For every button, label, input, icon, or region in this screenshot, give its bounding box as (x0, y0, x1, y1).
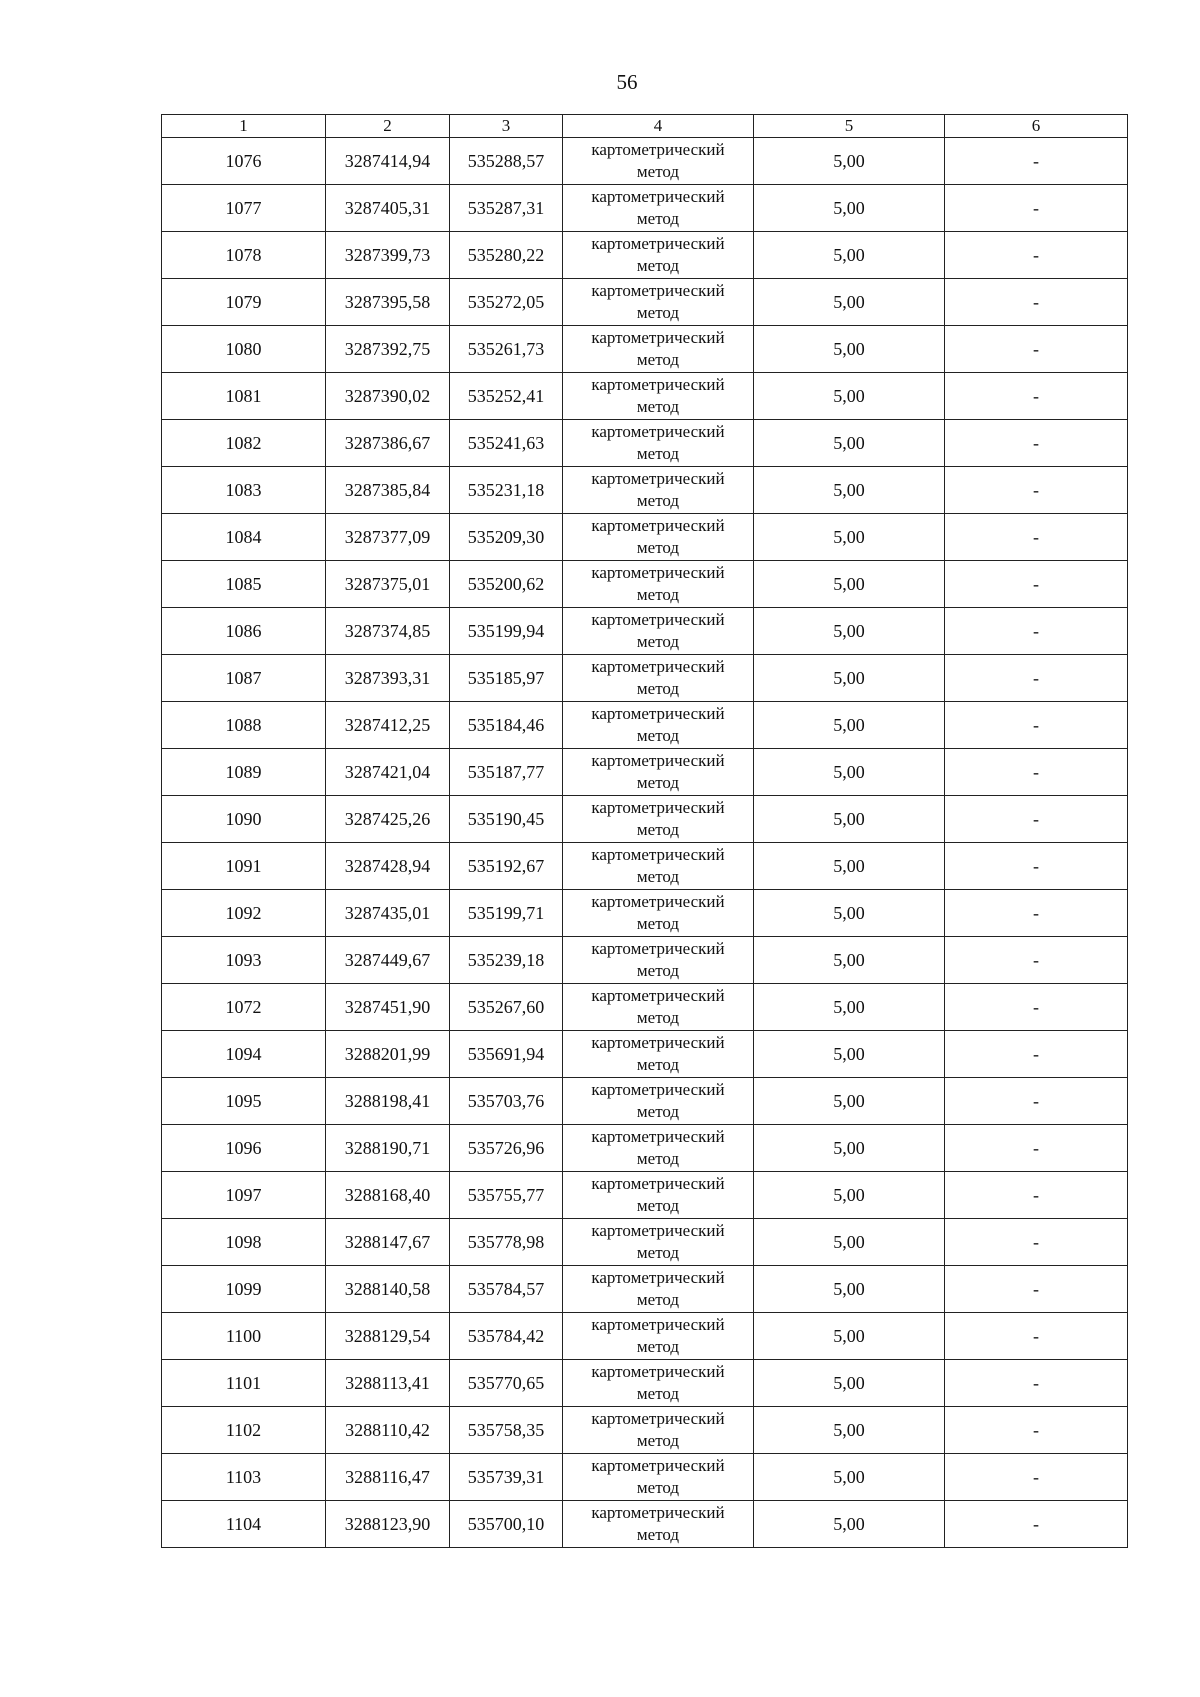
note-cell: - (945, 1219, 1128, 1266)
method-line-1: картометрический (591, 1268, 725, 1287)
method-cell (563, 514, 754, 561)
x-coordinate-cell: 3287412,25 (326, 702, 450, 749)
x-coordinate-cell: 3288123,90 (326, 1501, 450, 1548)
accuracy-cell: 5,00 (754, 1031, 945, 1078)
note-cell: - (945, 1125, 1128, 1172)
x-coordinate-cell: 3287395,58 (326, 279, 450, 326)
note-cell: - (945, 1313, 1128, 1360)
y-coordinate-cell: 535185,97 (450, 655, 563, 702)
table-row (162, 1125, 1128, 1172)
method-line-1: картометрический (591, 939, 725, 958)
table-row (162, 1360, 1128, 1407)
note-cell: - (945, 1407, 1128, 1454)
accuracy-cell: 5,00 (754, 843, 945, 890)
y-coordinate-cell: 535209,30 (450, 514, 563, 561)
accuracy-cell: 5,00 (754, 1172, 945, 1219)
x-coordinate-cell: 3288198,41 (326, 1078, 450, 1125)
note-cell: - (945, 749, 1128, 796)
method-line-1: картометрический (591, 892, 725, 911)
table-row (162, 1266, 1128, 1313)
method-cell (563, 1313, 754, 1360)
point-number-cell: 1078 (162, 232, 326, 279)
point-number-cell: 1082 (162, 420, 326, 467)
method-cell (563, 702, 754, 749)
table-row (162, 796, 1128, 843)
point-number-cell: 1079 (162, 279, 326, 326)
method-line-1: картометрический (591, 1362, 725, 1381)
method-cell (563, 1407, 754, 1454)
accuracy-cell: 5,00 (754, 749, 945, 796)
method-cell (563, 373, 754, 420)
y-coordinate-cell: 535739,31 (450, 1454, 563, 1501)
table-row (162, 279, 1128, 326)
y-coordinate-cell: 535784,42 (450, 1313, 563, 1360)
method-line-2: метод (636, 632, 680, 651)
x-coordinate-cell: 3288140,58 (326, 1266, 450, 1313)
method-line-1: картометрический (591, 1033, 725, 1052)
x-coordinate-cell: 3287374,85 (326, 608, 450, 655)
y-coordinate-cell: 535758,35 (450, 1407, 563, 1454)
method-line-2: метод (636, 1431, 680, 1450)
y-coordinate-cell: 535184,46 (450, 702, 563, 749)
method-line-2: метод (636, 1243, 680, 1262)
note-cell: - (945, 373, 1128, 420)
column-header: 6 (945, 115, 1128, 138)
table-header-row (162, 115, 1128, 138)
note-cell: - (945, 467, 1128, 514)
accuracy-cell: 5,00 (754, 279, 945, 326)
x-coordinate-cell: 3288168,40 (326, 1172, 450, 1219)
note-cell: - (945, 326, 1128, 373)
accuracy-cell: 5,00 (754, 937, 945, 984)
method-cell (563, 796, 754, 843)
point-number-cell: 1077 (162, 185, 326, 232)
y-coordinate-cell: 535239,18 (450, 937, 563, 984)
method-cell (563, 561, 754, 608)
method-line-1: картометрический (591, 187, 725, 206)
accuracy-cell: 5,00 (754, 890, 945, 937)
method-line-1: картометрический (591, 845, 725, 864)
method-cell (563, 984, 754, 1031)
point-number-cell: 1098 (162, 1219, 326, 1266)
accuracy-cell: 5,00 (754, 1266, 945, 1313)
method-line-2: метод (636, 209, 680, 228)
point-number-cell: 1099 (162, 1266, 326, 1313)
accuracy-cell: 5,00 (754, 373, 945, 420)
y-coordinate-cell: 535726,96 (450, 1125, 563, 1172)
method-cell (563, 1125, 754, 1172)
point-number-cell: 1080 (162, 326, 326, 373)
point-number-cell: 1097 (162, 1172, 326, 1219)
y-coordinate-cell: 535267,60 (450, 984, 563, 1031)
method-line-2: метод (636, 1149, 680, 1168)
accuracy-cell: 5,00 (754, 514, 945, 561)
table-row (162, 420, 1128, 467)
note-cell: - (945, 420, 1128, 467)
x-coordinate-cell: 3287428,94 (326, 843, 450, 890)
table-row (162, 561, 1128, 608)
method-line-2: метод (636, 961, 680, 980)
table-row (162, 467, 1128, 514)
note-cell: - (945, 279, 1128, 326)
method-line-2: метод (636, 1196, 680, 1215)
point-number-cell: 1089 (162, 749, 326, 796)
y-coordinate-cell: 535784,57 (450, 1266, 563, 1313)
point-number-cell: 1087 (162, 655, 326, 702)
method-line-1: картометрический (591, 328, 725, 347)
x-coordinate-cell: 3287377,09 (326, 514, 450, 561)
table-row (162, 1219, 1128, 1266)
method-line-1: картометрический (591, 1409, 725, 1428)
x-coordinate-cell: 3288113,41 (326, 1360, 450, 1407)
method-line-2: метод (636, 538, 680, 557)
method-line-2: метод (636, 867, 680, 886)
note-cell: - (945, 185, 1128, 232)
method-line-2: метод (636, 585, 680, 604)
method-line-2: метод (636, 444, 680, 463)
note-cell: - (945, 843, 1128, 890)
method-line-2: метод (636, 256, 680, 275)
y-coordinate-cell: 535288,57 (450, 138, 563, 185)
point-number-cell: 1072 (162, 984, 326, 1031)
table-row (162, 608, 1128, 655)
accuracy-cell: 5,00 (754, 467, 945, 514)
note-cell: - (945, 984, 1128, 1031)
method-line-2: метод (636, 1102, 680, 1121)
accuracy-cell: 5,00 (754, 232, 945, 279)
accuracy-cell: 5,00 (754, 1501, 945, 1548)
method-cell (563, 1360, 754, 1407)
accuracy-cell: 5,00 (754, 1454, 945, 1501)
method-cell (563, 843, 754, 890)
method-line-1: картометрический (591, 610, 725, 629)
y-coordinate-cell: 535200,62 (450, 561, 563, 608)
point-number-cell: 1091 (162, 843, 326, 890)
y-coordinate-cell: 535187,77 (450, 749, 563, 796)
table-row (162, 937, 1128, 984)
note-cell: - (945, 1078, 1128, 1125)
column-header: 1 (162, 115, 326, 138)
method-cell (563, 420, 754, 467)
accuracy-cell: 5,00 (754, 326, 945, 373)
y-coordinate-cell: 535287,31 (450, 185, 563, 232)
note-cell: - (945, 514, 1128, 561)
accuracy-cell: 5,00 (754, 185, 945, 232)
method-line-1: картометрический (591, 751, 725, 770)
note-cell: - (945, 1172, 1128, 1219)
method-line-1: картометрический (591, 375, 725, 394)
y-coordinate-cell: 535252,41 (450, 373, 563, 420)
note-cell: - (945, 561, 1128, 608)
x-coordinate-cell: 3287375,01 (326, 561, 450, 608)
note-cell: - (945, 796, 1128, 843)
method-line-1: картометрический (591, 234, 725, 253)
note-cell: - (945, 608, 1128, 655)
point-number-cell: 1086 (162, 608, 326, 655)
accuracy-cell: 5,00 (754, 655, 945, 702)
method-cell (563, 138, 754, 185)
method-line-1: картометрический (591, 1174, 725, 1193)
x-coordinate-cell: 3287390,02 (326, 373, 450, 420)
method-line-1: картометрический (591, 657, 725, 676)
accuracy-cell: 5,00 (754, 984, 945, 1031)
method-cell (563, 1501, 754, 1548)
note-cell: - (945, 1360, 1128, 1407)
accuracy-cell: 5,00 (754, 1360, 945, 1407)
table-row (162, 984, 1128, 1031)
method-cell (563, 937, 754, 984)
method-line-1: картометрический (591, 1080, 725, 1099)
method-cell (563, 1454, 754, 1501)
method-line-2: метод (636, 1055, 680, 1074)
method-line-2: метод (636, 914, 680, 933)
method-line-1: картометрический (591, 140, 725, 159)
accuracy-cell: 5,00 (754, 702, 945, 749)
method-line-1: картометрический (591, 1315, 725, 1334)
point-number-cell: 1083 (162, 467, 326, 514)
y-coordinate-cell: 535280,22 (450, 232, 563, 279)
accuracy-cell: 5,00 (754, 796, 945, 843)
note-cell: - (945, 890, 1128, 937)
method-line-2: метод (636, 162, 680, 181)
method-line-2: метод (636, 491, 680, 510)
page-number: 56 (616, 70, 638, 94)
method-line-2: метод (636, 820, 680, 839)
table-row (162, 702, 1128, 749)
accuracy-cell: 5,00 (754, 1125, 945, 1172)
method-line-2: метод (636, 726, 680, 745)
method-line-1: картометрический (591, 1221, 725, 1240)
point-number-cell: 1104 (162, 1501, 326, 1548)
method-cell (563, 467, 754, 514)
note-cell: - (945, 937, 1128, 984)
column-header: 4 (563, 115, 754, 138)
accuracy-cell: 5,00 (754, 1078, 945, 1125)
point-number-cell: 1096 (162, 1125, 326, 1172)
method-line-1: картометрический (591, 704, 725, 723)
note-cell: - (945, 1454, 1128, 1501)
method-line-2: метод (636, 679, 680, 698)
x-coordinate-cell: 3288129,54 (326, 1313, 450, 1360)
y-coordinate-cell: 535691,94 (450, 1031, 563, 1078)
method-line-1: картометрический (591, 1127, 725, 1146)
point-number-cell: 1076 (162, 138, 326, 185)
x-coordinate-cell: 3287393,31 (326, 655, 450, 702)
x-coordinate-cell: 3288110,42 (326, 1407, 450, 1454)
method-line-2: метод (636, 397, 680, 416)
x-coordinate-cell: 3287385,84 (326, 467, 450, 514)
x-coordinate-cell: 3287435,01 (326, 890, 450, 937)
accuracy-cell: 5,00 (754, 1219, 945, 1266)
x-coordinate-cell: 3287399,73 (326, 232, 450, 279)
table-row (162, 1313, 1128, 1360)
method-line-2: метод (636, 1290, 680, 1309)
x-coordinate-cell: 3288201,99 (326, 1031, 450, 1078)
y-coordinate-cell: 535190,45 (450, 796, 563, 843)
y-coordinate-cell: 535199,71 (450, 890, 563, 937)
table-row (162, 1454, 1128, 1501)
table-row (162, 1501, 1128, 1548)
table-row (162, 1407, 1128, 1454)
method-cell (563, 1266, 754, 1313)
point-number-cell: 1088 (162, 702, 326, 749)
method-cell (563, 326, 754, 373)
point-number-cell: 1093 (162, 937, 326, 984)
method-cell (563, 890, 754, 937)
method-line-2: метод (636, 350, 680, 369)
y-coordinate-cell: 535770,65 (450, 1360, 563, 1407)
method-line-1: картометрический (591, 563, 725, 582)
accuracy-cell: 5,00 (754, 1313, 945, 1360)
point-number-cell: 1102 (162, 1407, 326, 1454)
y-coordinate-cell: 535703,76 (450, 1078, 563, 1125)
note-cell: - (945, 1031, 1128, 1078)
method-line-1: картометрический (591, 281, 725, 300)
x-coordinate-cell: 3287386,67 (326, 420, 450, 467)
x-coordinate-cell: 3288147,67 (326, 1219, 450, 1266)
x-coordinate-cell: 3287414,94 (326, 138, 450, 185)
point-number-cell: 1103 (162, 1454, 326, 1501)
method-cell (563, 608, 754, 655)
y-coordinate-cell: 535261,73 (450, 326, 563, 373)
point-number-cell: 1085 (162, 561, 326, 608)
x-coordinate-cell: 3287449,67 (326, 937, 450, 984)
method-line-2: метод (636, 1525, 680, 1544)
y-coordinate-cell: 535192,67 (450, 843, 563, 890)
method-line-2: метод (636, 303, 680, 322)
table-row (162, 185, 1128, 232)
point-number-cell: 1095 (162, 1078, 326, 1125)
method-cell (563, 1172, 754, 1219)
table-row (162, 1031, 1128, 1078)
table-row (162, 749, 1128, 796)
column-header: 5 (754, 115, 945, 138)
method-cell (563, 185, 754, 232)
y-coordinate-cell: 535700,10 (450, 1501, 563, 1548)
y-coordinate-cell: 535241,63 (450, 420, 563, 467)
note-cell: - (945, 702, 1128, 749)
accuracy-cell: 5,00 (754, 1407, 945, 1454)
method-line-1: картометрический (591, 469, 725, 488)
method-cell (563, 749, 754, 796)
y-coordinate-cell: 535755,77 (450, 1172, 563, 1219)
accuracy-cell: 5,00 (754, 420, 945, 467)
x-coordinate-cell: 3288116,47 (326, 1454, 450, 1501)
coordinates-table (161, 114, 1128, 1548)
accuracy-cell: 5,00 (754, 561, 945, 608)
x-coordinate-cell: 3287425,26 (326, 796, 450, 843)
y-coordinate-cell: 535199,94 (450, 608, 563, 655)
table-row (162, 890, 1128, 937)
method-cell (563, 1078, 754, 1125)
method-line-2: метод (636, 773, 680, 792)
method-line-2: метод (636, 1384, 680, 1403)
point-number-cell: 1092 (162, 890, 326, 937)
accuracy-cell: 5,00 (754, 608, 945, 655)
point-number-cell: 1101 (162, 1360, 326, 1407)
y-coordinate-cell: 535272,05 (450, 279, 563, 326)
y-coordinate-cell: 535231,18 (450, 467, 563, 514)
point-number-cell: 1081 (162, 373, 326, 420)
table-row (162, 843, 1128, 890)
table-row (162, 232, 1128, 279)
note-cell: - (945, 655, 1128, 702)
method-line-1: картометрический (591, 1503, 725, 1522)
table-row (162, 1172, 1128, 1219)
point-number-cell: 1100 (162, 1313, 326, 1360)
y-coordinate-cell: 535778,98 (450, 1219, 563, 1266)
method-cell (563, 655, 754, 702)
method-line-2: метод (636, 1008, 680, 1027)
method-line-1: картометрический (591, 986, 725, 1005)
note-cell: - (945, 1266, 1128, 1313)
table-row (162, 326, 1128, 373)
method-cell (563, 1031, 754, 1078)
point-number-cell: 1084 (162, 514, 326, 561)
method-line-1: картометрический (591, 798, 725, 817)
table-row (162, 1078, 1128, 1125)
note-cell: - (945, 232, 1128, 279)
method-line-1: картометрический (591, 1456, 725, 1475)
note-cell: - (945, 138, 1128, 185)
accuracy-cell: 5,00 (754, 138, 945, 185)
column-header: 3 (450, 115, 563, 138)
method-line-1: картометрический (591, 516, 725, 535)
method-line-2: метод (636, 1337, 680, 1356)
column-header: 2 (326, 115, 450, 138)
x-coordinate-cell: 3287405,31 (326, 185, 450, 232)
table-row (162, 138, 1128, 185)
table-row (162, 514, 1128, 561)
method-line-1: картометрический (591, 422, 725, 441)
point-number-cell: 1090 (162, 796, 326, 843)
method-cell (563, 279, 754, 326)
x-coordinate-cell: 3287421,04 (326, 749, 450, 796)
x-coordinate-cell: 3287451,90 (326, 984, 450, 1031)
table-row (162, 373, 1128, 420)
x-coordinate-cell: 3288190,71 (326, 1125, 450, 1172)
method-line-2: метод (636, 1478, 680, 1497)
point-number-cell: 1094 (162, 1031, 326, 1078)
note-cell: - (945, 1501, 1128, 1548)
method-cell (563, 1219, 754, 1266)
method-cell (563, 232, 754, 279)
x-coordinate-cell: 3287392,75 (326, 326, 450, 373)
table-row (162, 655, 1128, 702)
